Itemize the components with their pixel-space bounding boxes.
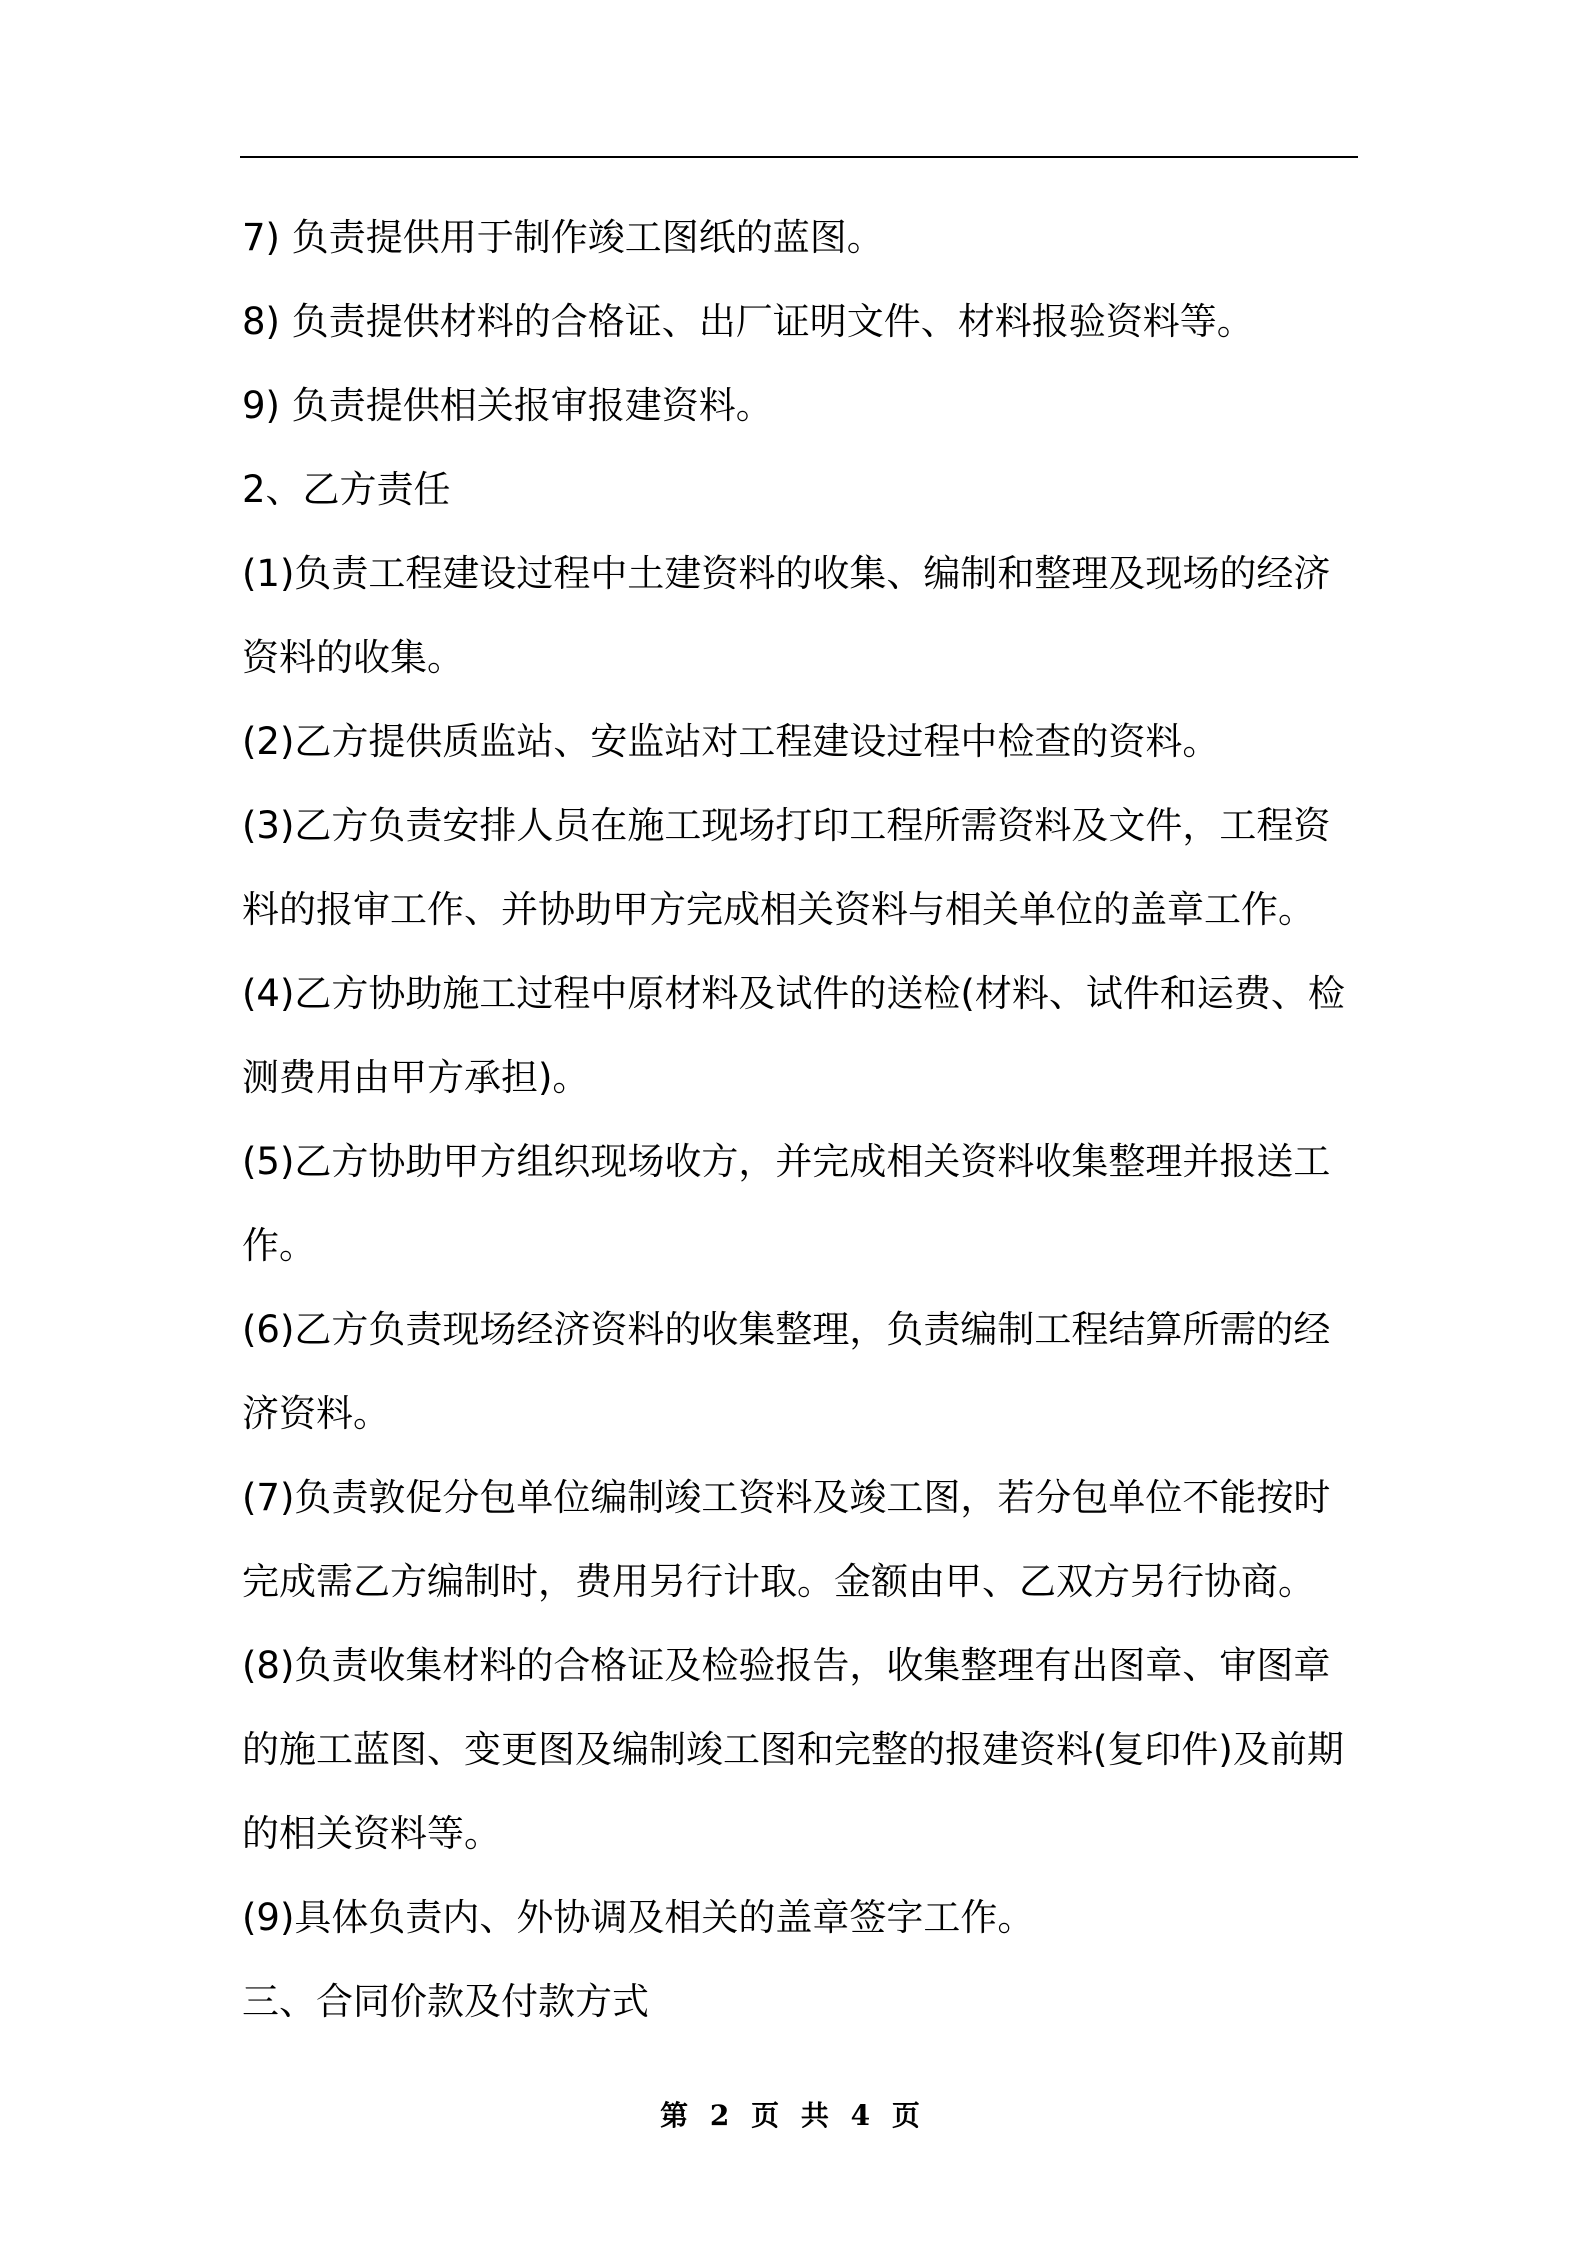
list-item-7: 7) 负责提供用于制作竣工图纸的蓝图。 [242,216,884,259]
section-heading-payment: 三、合同价款及付款方式 [242,1980,649,2023]
clause-1: (1)负责工程建设过程中土建资料的收集、编制和整理及现场的经济资料的收集。 [242,552,1331,679]
header-rule [240,156,1358,158]
clause-3: (3)乙方负责安排人员在施工现场打印工程所需资料及文件，工程资料的报审工作、并协助甲方完成相关资料与相关单位的盖章工作。 [242,804,1331,931]
clause-8: (8)负责收集材料的合格证及检验报告，收集整理有出图章、审图章的施工蓝图、变更图及编制竣工图和完整的报建资料(复印件)及前期的相关资料等。 [242,1644,1344,1855]
clause-7: (7)负责敦促分包单位编制竣工资料及竣工图，若分包单位不能按时完成需乙方编制时，费用另行计取。金额由甲、乙双方另行协商。 [242,1476,1331,1603]
list-item-8: 8) 负责提供材料的合格证、出厂证明文件、材料报验资料等。 [242,300,1254,343]
clause-6: (6)乙方负责现场经济资料的收集整理，负责编制工程结算所需的经济资料。 [242,1308,1331,1435]
clause-9: (9)具体负责内、外协调及相关的盖章签字工作。 [242,1896,1035,1939]
clause-4: (4)乙方协助施工过程中原材料及试件的送检(材料、试件和运费、检测费用由甲方承担)。 [242,972,1345,1099]
clause-5: (5)乙方协助甲方组织现场收方，并完成相关资料收集整理并报送工作。 [242,1140,1331,1267]
list-item-9: 9) 负责提供相关报审报建资料。 [242,384,773,427]
section-heading-party-b: 2、乙方责任 [242,468,451,511]
page-number: 第 2 页 共 4 页 [660,2099,926,2132]
document-body [242,196,1362,2044]
clause-2: (2)乙方提供质监站、安监站对工程建设过程中检查的资料。 [242,720,1220,763]
